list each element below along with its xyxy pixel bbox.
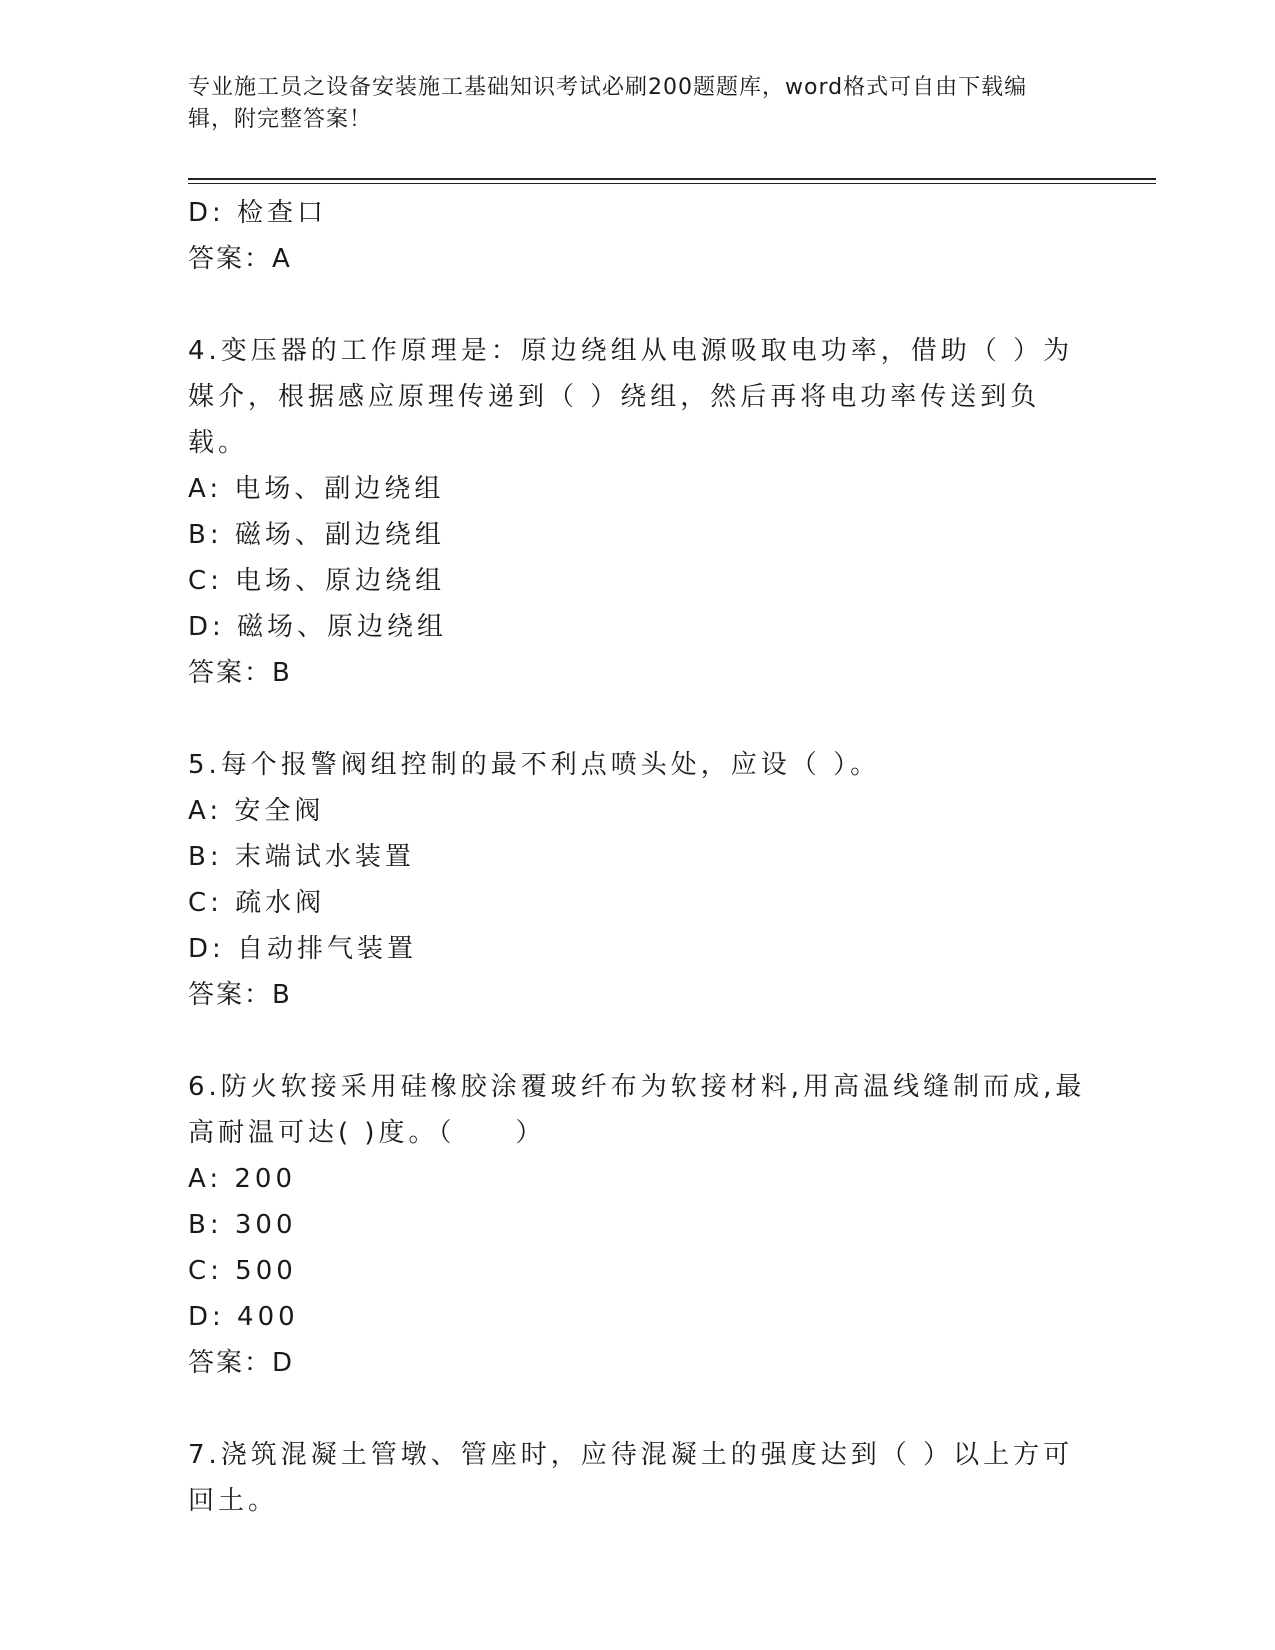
option-a: A: 安全阀 <box>188 796 325 826</box>
question-6 <box>188 1064 1088 1386</box>
option-c: C: 疏水阀 <box>188 888 326 918</box>
answer: 答案：B <box>188 658 292 688</box>
question-5 <box>188 742 1088 1018</box>
option-b: B: 末端试水装置 <box>188 842 415 872</box>
question-stem: 5.每个报警阀组控制的最不利点喷头处，应设（ ）。 <box>188 750 881 780</box>
question-4 <box>188 328 1088 696</box>
option-c: C: 500 <box>188 1256 297 1286</box>
option-d: D: 自动排气装置 <box>188 934 418 964</box>
question-list <box>188 190 1088 1524</box>
document-header: 专业施工员之设备安装施工基础知识考试必刷200题题库，word格式可自由下载编辑，附完整答案！ <box>188 75 1028 132</box>
option-c: C: 电场、原边绕组 <box>188 566 446 596</box>
option-d: D: 磁场、原边绕组 <box>188 612 448 642</box>
question-7 <box>188 1432 1088 1524</box>
option-d: D: 检查口 <box>188 198 328 228</box>
header-rule-thin <box>188 183 1156 184</box>
question-stem: 7.浇筑混凝土管墩、管座时，应待混凝土的强度达到（ ）以上方可回土。 <box>188 1440 1074 1516</box>
option-b: B: 300 <box>188 1210 297 1240</box>
answer: 答案：A <box>188 244 292 274</box>
answer: 答案：B <box>188 980 292 1010</box>
option-a: A: 电场、副边绕组 <box>188 474 445 504</box>
option-b: B: 磁场、副边绕组 <box>188 520 445 550</box>
question-stem: 6.防火软接采用硅橡胶涂覆玻纤布为软接材料,用高温线缝制而成,最高耐温可达( )度。（ ） <box>188 1072 1086 1148</box>
option-d: D: 400 <box>188 1302 299 1332</box>
option-a: A: 200 <box>188 1164 296 1194</box>
header-rule <box>188 178 1156 180</box>
question-stem: 4.变压器的工作原理是：原边绕组从电源吸取电功率，借助（ ）为媒介，根据感应原理传递到（ ）绕组，然后再将电功率传送到负载。 <box>188 336 1074 458</box>
answer: 答案：D <box>188 1348 295 1378</box>
